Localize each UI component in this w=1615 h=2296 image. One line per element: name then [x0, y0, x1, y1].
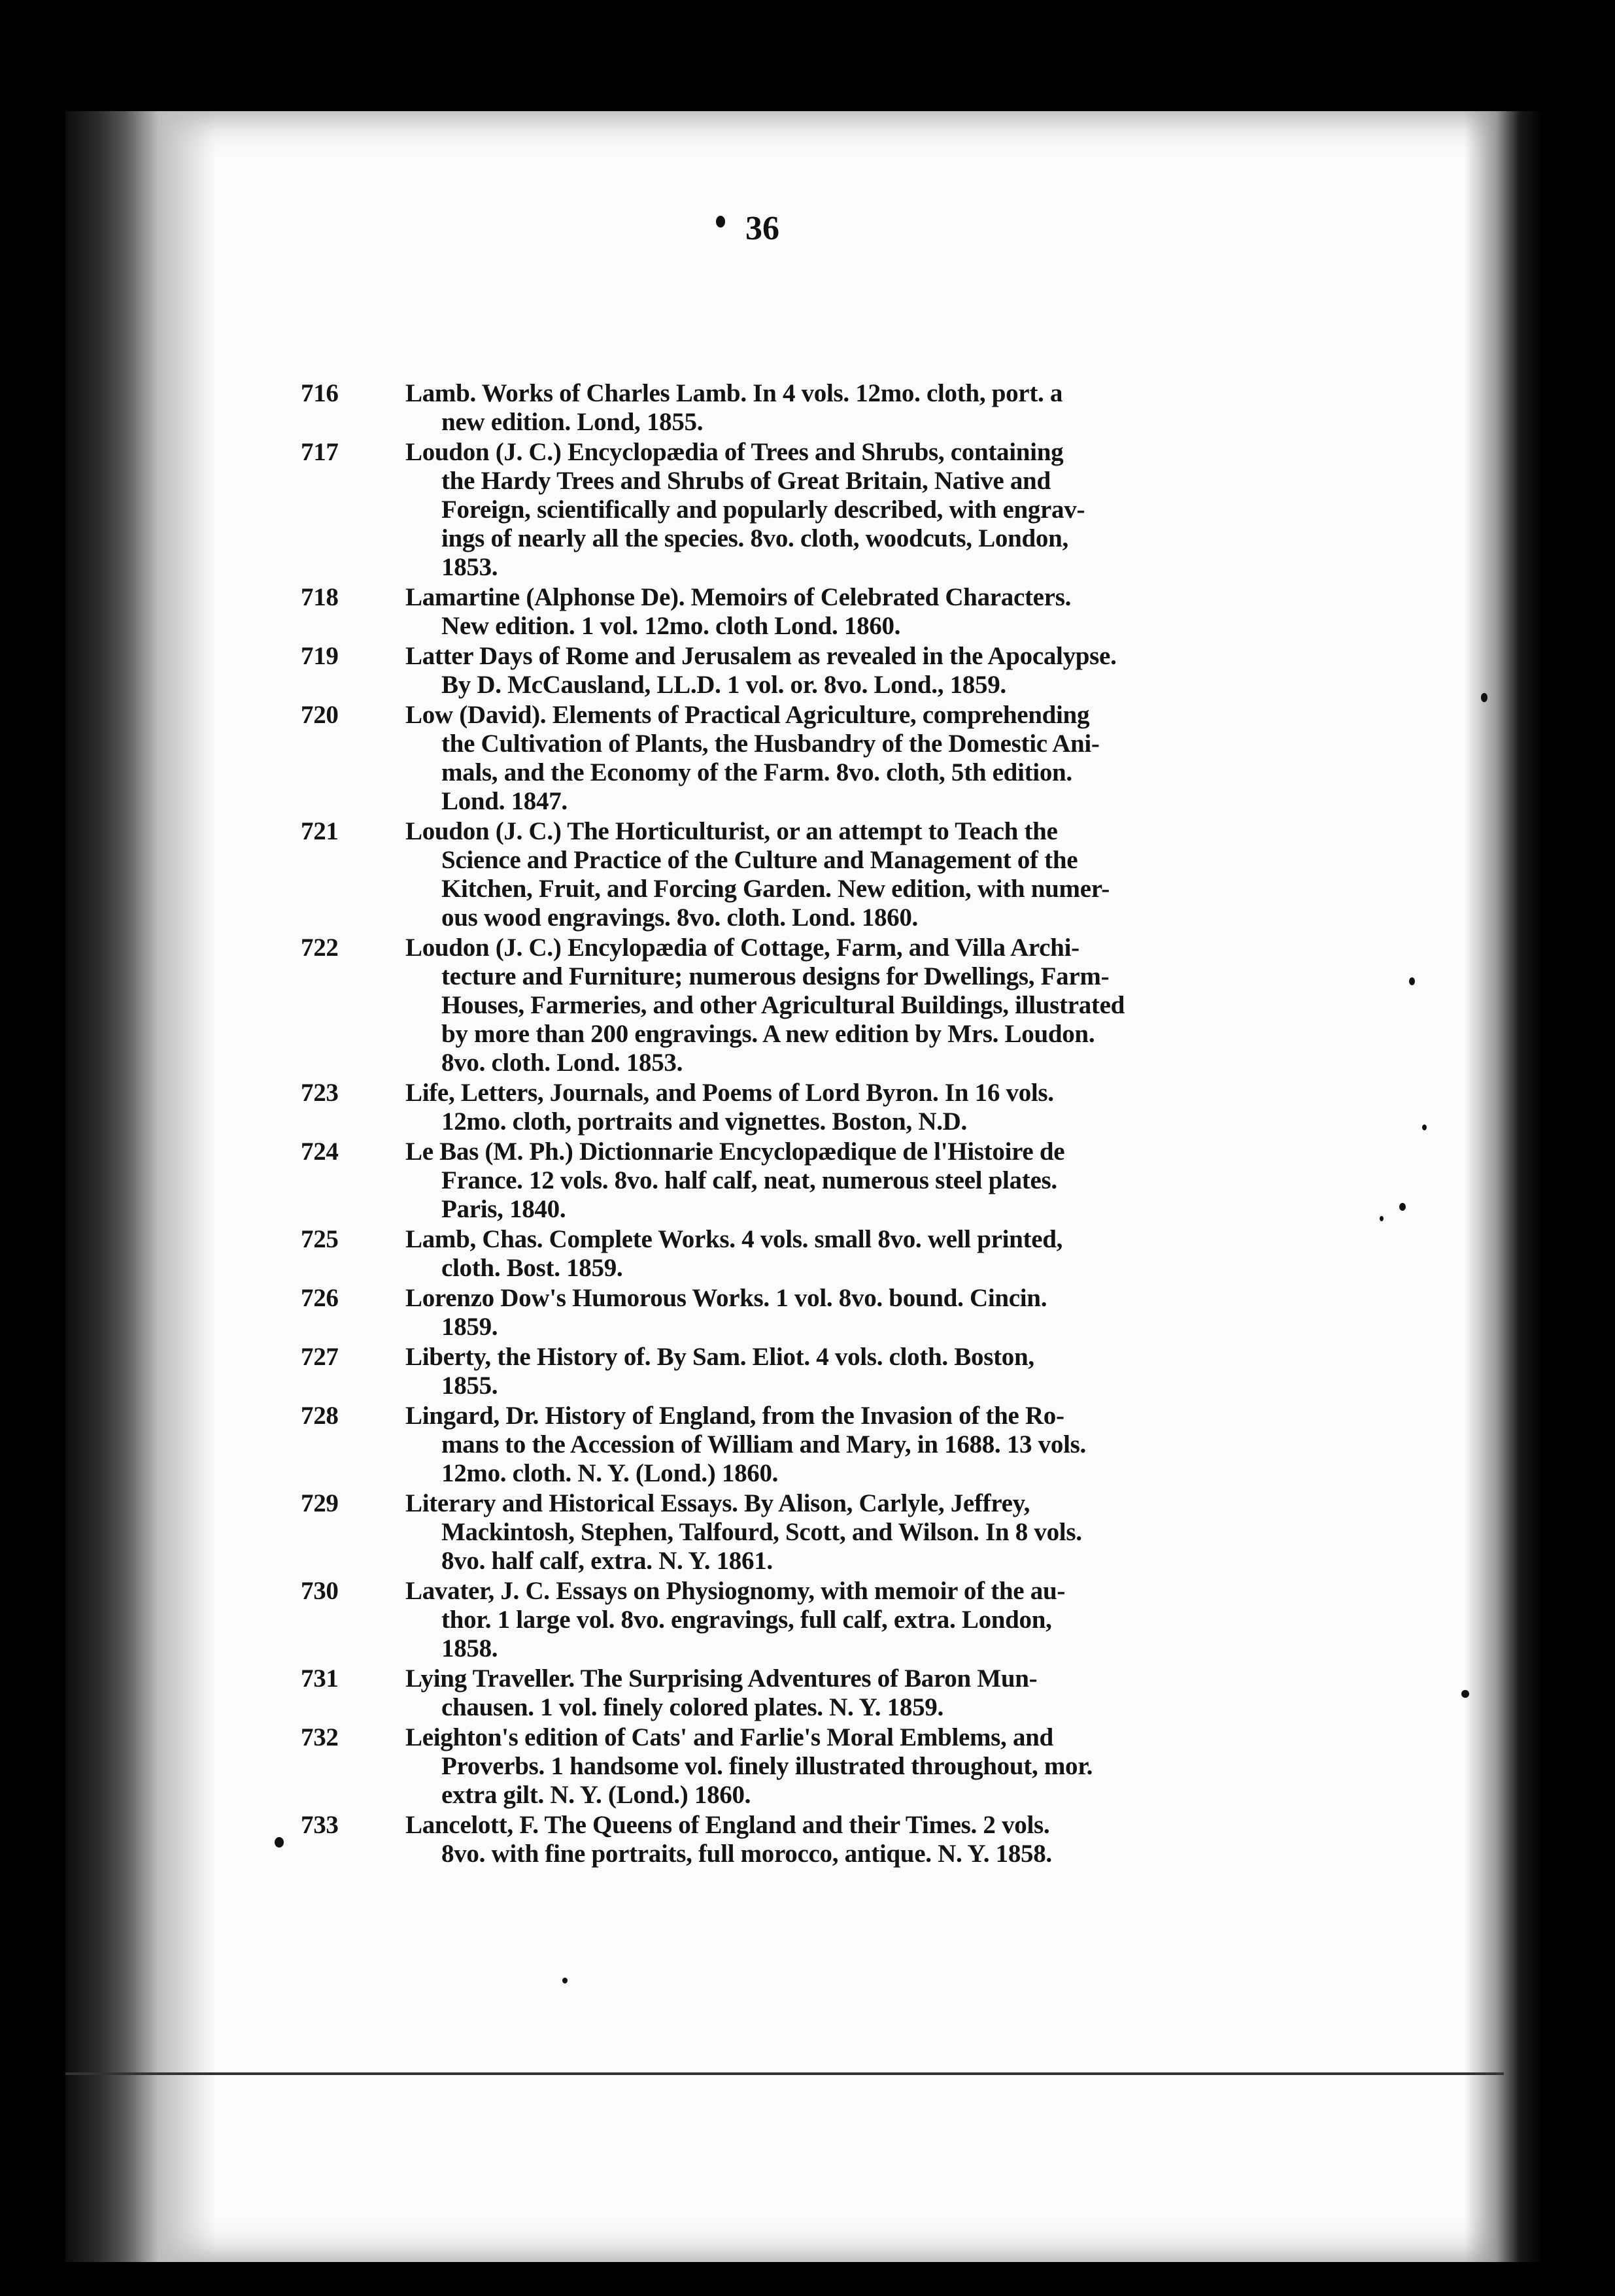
catalogue-entry [301, 701, 1318, 816]
entry-line: mals, and the Economy of the Farm. 8vo. cloth, 5th edition. [441, 758, 1072, 786]
entry-number: 724 [301, 1138, 339, 1166]
entry-line: Houses, Farmeries, and other Agricultural Buildings, illustrated [441, 991, 1125, 1019]
entry-line: 8vo. cloth. Lond. 1853. [441, 1049, 683, 1077]
entry-line: 1855. [441, 1372, 498, 1400]
entry-line: Kitchen, Fruit, and Forcing Garden. New edition, with numer- [441, 875, 1110, 903]
entry-number: 727 [301, 1343, 339, 1371]
entry-number: 717 [301, 438, 339, 466]
entry-line: France. 12 vols. 8vo. half calf, neat, numerous steel plates. [441, 1166, 1057, 1194]
entry-line: extra gilt. N. Y. (Lond.) 1860. [441, 1781, 751, 1809]
entry-line: Lavater, J. C. Essays on Physiognomy, with memoir of the au- [405, 1577, 1066, 1605]
catalogue-entry [301, 1811, 1318, 1868]
entry-line: 1858. [441, 1634, 498, 1663]
entry-number: 730 [301, 1577, 339, 1605]
entry-line: new edition. Lond, 1855. [441, 408, 704, 436]
entry-number: 719 [301, 642, 339, 670]
entry-line: Literary and Historical Essays. By Alison, Carlyle, Jeffrey, [405, 1489, 1030, 1517]
entry-line: New edition. 1 vol. 12mo. cloth Lond. 1860. [441, 612, 901, 640]
entry-line: Lond. 1847. [441, 787, 568, 815]
catalogue-entry [301, 1079, 1318, 1136]
entry-line: 8vo. half calf, extra. N. Y. 1861. [441, 1547, 773, 1575]
catalogue-entry [301, 379, 1318, 437]
entry-line: Lingard, Dr. History of England, from the Invasion of the Ro- [405, 1402, 1064, 1430]
entry-number: 732 [301, 1723, 339, 1751]
entry-number: 716 [301, 379, 339, 407]
entry-line: 12mo. cloth. N. Y. (Lond.) 1860. [441, 1459, 779, 1487]
entry-line: chausen. 1 vol. finely colored plates. N. Y. 1859. [441, 1693, 944, 1721]
page-number: 36 [745, 210, 779, 247]
catalogue-entries [301, 379, 1318, 1870]
catalogue-entry [301, 438, 1318, 582]
entry-line: Lancelott, F. The Queens of England and their Times. 2 vols. [405, 1811, 1050, 1839]
entry-number: 726 [301, 1284, 339, 1312]
scan-speck [1481, 693, 1488, 702]
entry-line: tecture and Furniture; numerous designs for Dwellings, Farm- [441, 962, 1110, 990]
catalogue-entry [301, 1402, 1318, 1488]
entry-line: Lamartine (Alphonse De). Memoirs of Celebrated Characters. [405, 583, 1072, 611]
catalogue-entry [301, 817, 1318, 932]
catalogue-entry [301, 642, 1318, 700]
entry-line: Loudon (J. C.) Encyclopædia of Trees and Shrubs, containing [405, 438, 1064, 466]
entry-line: Loudon (J. C.) The Horticulturist, or an attempt to Teach the [405, 817, 1058, 845]
entry-line: ous wood engravings. 8vo. cloth. Lond. 1860. [441, 903, 919, 932]
binding-shadow-left [65, 111, 216, 2262]
entry-number: 728 [301, 1402, 339, 1430]
entry-line: Life, Letters, Journals, and Poems of Lord Byron. In 16 vols. [405, 1079, 1054, 1107]
entry-number: 718 [301, 583, 339, 611]
entry-line: mans to the Accession of William and Mary, in 1688. 13 vols. [441, 1430, 1086, 1459]
entry-line: 8vo. with fine portraits, full morocco, antique. N. Y. 1858. [441, 1840, 1052, 1868]
entry-line: Liberty, the History of. By Sam. Eliot. 4 vols. cloth. Boston, [405, 1343, 1034, 1371]
scan-speck [1461, 1690, 1469, 1698]
entry-line: Science and Practice of the Culture and Management of the [441, 846, 1078, 874]
entry-line: by more than 200 engravings. A new edition by Mrs. Loudon. [441, 1020, 1095, 1048]
entry-line: ings of nearly all the species. 8vo. cloth, woodcuts, London, [441, 524, 1068, 552]
catalogue-entry [301, 1489, 1318, 1576]
catalogue-entry [301, 1225, 1318, 1283]
entry-line: Lying Traveller. The Surprising Adventures of Baron Mun- [405, 1664, 1038, 1693]
catalogue-entry [301, 583, 1318, 641]
entry-line: Lorenzo Dow's Humorous Works. 1 vol. 8vo. bound. Cincin. [405, 1284, 1047, 1312]
catalogue-entry [301, 1138, 1318, 1224]
entry-number: 720 [301, 701, 339, 729]
entry-line: By D. McCausland, LL.D. 1 vol. or. 8vo. Lond., 1859. [441, 671, 1006, 699]
catalogue-entry [301, 1577, 1318, 1663]
catalogue-entry [301, 1664, 1318, 1722]
entry-line: Low (David). Elements of Practical Agriculture, comprehending [405, 701, 1090, 729]
entry-number: 725 [301, 1225, 339, 1253]
entry-number: 723 [301, 1079, 339, 1107]
entry-line: cloth. Bost. 1859. [441, 1254, 623, 1282]
scan-speck [1422, 1124, 1427, 1130]
entry-line: Leighton's edition of Cats' and Farlie's Moral Emblems, and [405, 1723, 1053, 1751]
entry-number: 733 [301, 1811, 339, 1839]
entry-number: 722 [301, 934, 339, 962]
entry-number: 731 [301, 1664, 339, 1693]
scan-speck [1409, 977, 1415, 985]
catalogue-entry [301, 1343, 1318, 1400]
entry-line: Le Bas (M. Ph.) Dictionnarie Encyclopædique de l'Histoire de [405, 1138, 1065, 1166]
entry-line: 1853. [441, 553, 498, 581]
scan-speck [1380, 1216, 1384, 1221]
scan-speck [716, 216, 725, 228]
entry-line: Foreign, scientifically and popularly described, with engrav- [441, 496, 1085, 524]
catalogue-entry [301, 1284, 1318, 1342]
scan-speck [275, 1837, 284, 1848]
scan-speck [562, 1978, 568, 1984]
entry-line: Proverbs. 1 handsome vol. finely illustrated throughout, mor. [441, 1752, 1093, 1780]
bottom-rule [65, 2072, 1504, 2075]
catalogue-entry [301, 934, 1318, 1077]
entry-line: Latter Days of Rome and Jerusalem as revealed in the Apocalypse. [405, 642, 1117, 670]
entry-line: the Cultivation of Plants, the Husbandry of the Domestic Ani- [441, 730, 1100, 758]
scan-speck [1399, 1203, 1406, 1211]
entry-line: Lamb. Works of Charles Lamb. In 4 vols. 12mo. cloth, port. a [405, 379, 1063, 407]
catalogue-entry [301, 1723, 1318, 1810]
entry-number: 729 [301, 1489, 339, 1517]
entry-line: thor. 1 large vol. 8vo. engravings, full calf, extra. London, [441, 1606, 1052, 1634]
entry-line: 1859. [441, 1313, 498, 1341]
entry-line: 12mo. cloth, portraits and vignettes. Boston, N.D. [441, 1107, 967, 1136]
entry-line: Mackintosh, Stephen, Talfourd, Scott, and Wilson. In 8 vols. [441, 1518, 1082, 1546]
entry-line: the Hardy Trees and Shrubs of Great Britain, Native and [441, 467, 1051, 495]
entry-line: Lamb, Chas. Complete Works. 4 vols. small 8vo. well printed, [405, 1225, 1063, 1253]
entry-line: Paris, 1840. [441, 1195, 566, 1223]
entry-number: 721 [301, 817, 339, 845]
binding-shadow-right [1465, 111, 1543, 2262]
entry-line: Loudon (J. C.) Encylopædia of Cottage, Farm, and Villa Archi- [405, 934, 1080, 962]
